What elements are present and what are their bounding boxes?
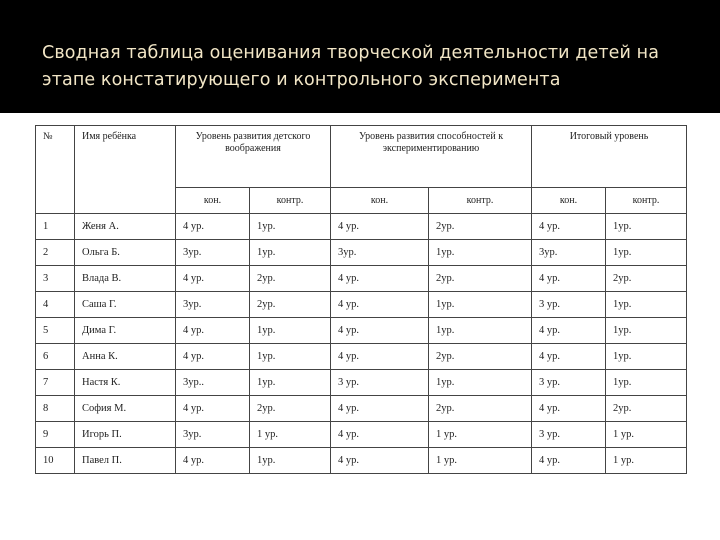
cell-experiment-kontr: 1 ур. [429,448,532,474]
cell-total-kon: 3 ур. [532,370,606,396]
cell-experiment-kontr: 1ур. [429,292,532,318]
table-row [36,370,687,396]
cell-total-kon: 4 ур. [532,318,606,344]
cell-imagination-kontr: 2ур. [250,292,331,318]
cell-imagination-kon: 3ур. [176,292,250,318]
cell-imagination-kon: 4 ур. [176,448,250,474]
table-row [36,240,687,266]
cell-num: 9 [36,422,75,448]
cell-total-kon: 4 ур. [532,344,606,370]
table-row [36,318,687,344]
cell-imagination-kontr: 1ур. [250,370,331,396]
cell-name: Женя А. [75,214,176,240]
cell-experiment-kon: 4 ур. [331,292,429,318]
cell-total-kontr: 1 ур. [606,422,687,448]
table-row [36,292,687,318]
cell-name: Анна К. [75,344,176,370]
cell-experiment-kontr: 2ур. [429,266,532,292]
header-name: Имя ребёнка [75,126,176,214]
cell-total-kontr: 1ур. [606,344,687,370]
page-title: Сводная таблица оценивания творческой деятельности детей на этапе констатирующего и контрольного эксперимента [42,43,660,90]
cell-experiment-kon: 3 ур. [331,370,429,396]
subheader-kontr: контр. [606,188,687,214]
cell-imagination-kontr: 1ур. [250,318,331,344]
cell-imagination-kon: 3ур. [176,240,250,266]
cell-num: 6 [36,344,75,370]
cell-experiment-kon: 4 ур. [331,422,429,448]
cell-name: Ольга Б. [75,240,176,266]
cell-total-kontr: 1ур. [606,214,687,240]
cell-total-kontr: 1ур. [606,370,687,396]
cell-imagination-kon: 4 ур. [176,266,250,292]
cell-imagination-kon: 4 ур. [176,214,250,240]
cell-total-kon: 3 ур. [532,292,606,318]
cell-total-kontr: 2ур. [606,396,687,422]
summary-table [35,125,687,474]
cell-imagination-kon: 3ур.. [176,370,250,396]
cell-name: Саша Г. [75,292,176,318]
cell-total-kontr: 1ур. [606,292,687,318]
cell-name: Дима Г. [75,318,176,344]
cell-experiment-kontr: 1ур. [429,240,532,266]
header-row [36,126,687,188]
cell-imagination-kon: 4 ур. [176,318,250,344]
cell-name: Настя К. [75,370,176,396]
cell-total-kon: 4 ур. [532,214,606,240]
cell-experiment-kon: 4 ур. [331,318,429,344]
cell-total-kontr: 1 ур. [606,448,687,474]
header-imagination: Уровень развития детского воображения [176,126,331,188]
cell-experiment-kontr: 1ур. [429,370,532,396]
cell-imagination-kon: 3ур. [176,422,250,448]
cell-experiment-kon: 4 ур. [331,266,429,292]
cell-num: 10 [36,448,75,474]
header-experiment: Уровень развития способностей к экспериментированию [331,126,532,188]
cell-name: Влада В. [75,266,176,292]
table-row [36,214,687,240]
cell-name: София М. [75,396,176,422]
cell-experiment-kontr: 1 ур. [429,422,532,448]
table-row [36,422,687,448]
cell-num: 1 [36,214,75,240]
cell-imagination-kontr: 2ур. [250,266,331,292]
cell-num: 8 [36,396,75,422]
cell-imagination-kon: 4 ур. [176,396,250,422]
cell-imagination-kontr: 1ур. [250,214,331,240]
cell-experiment-kon: 4 ур. [331,344,429,370]
cell-imagination-kontr: 1ур. [250,240,331,266]
cell-num: 4 [36,292,75,318]
cell-num: 5 [36,318,75,344]
cell-total-kon: 3 ур. [532,422,606,448]
table-row [36,266,687,292]
cell-imagination-kontr: 1ур. [250,344,331,370]
cell-num: 3 [36,266,75,292]
cell-experiment-kon: 4 ур. [331,396,429,422]
cell-experiment-kontr: 2ур. [429,214,532,240]
cell-experiment-kon: 3ур. [331,240,429,266]
table-row [36,396,687,422]
cell-total-kon: 3ур. [532,240,606,266]
cell-total-kontr: 1ур. [606,318,687,344]
cell-total-kontr: 2ур. [606,266,687,292]
cell-experiment-kontr: 1ур. [429,318,532,344]
title-bar [0,0,720,113]
header-num: № [36,126,75,214]
cell-experiment-kon: 4 ур. [331,214,429,240]
cell-total-kon: 4 ур. [532,266,606,292]
cell-imagination-kontr: 1ур. [250,448,331,474]
cell-imagination-kon: 4 ур. [176,344,250,370]
table-row [36,448,687,474]
table-row [36,344,687,370]
cell-total-kontr: 1ур. [606,240,687,266]
subheader-kon: кон. [176,188,250,214]
cell-experiment-kontr: 2ур. [429,396,532,422]
subheader-kon: кон. [532,188,606,214]
subheader-kon: кон. [331,188,429,214]
subheader-kontr: контр. [429,188,532,214]
cell-num: 7 [36,370,75,396]
cell-num: 2 [36,240,75,266]
cell-imagination-kontr: 1 ур. [250,422,331,448]
cell-imagination-kontr: 2ур. [250,396,331,422]
header-total: Итоговый уровень [532,126,687,188]
cell-experiment-kon: 4 ур. [331,448,429,474]
cell-name: Игорь П. [75,422,176,448]
cell-experiment-kontr: 2ур. [429,344,532,370]
cell-total-kon: 4 ур. [532,396,606,422]
cell-total-kon: 4 ур. [532,448,606,474]
subheader-kontr: контр. [250,188,331,214]
cell-name: Павел П. [75,448,176,474]
